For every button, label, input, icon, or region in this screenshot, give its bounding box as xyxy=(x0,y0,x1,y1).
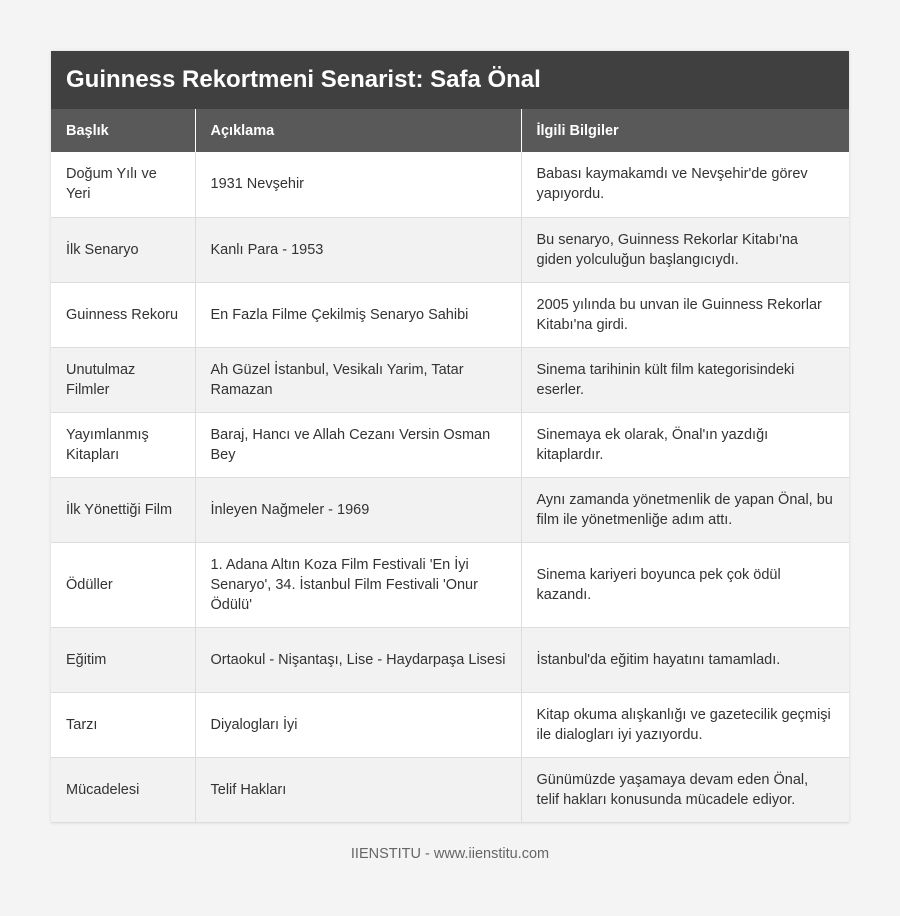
cell-ilgili-bilgiler: Günümüzde yaşamaya devam eden Önal, telif hakları konusunda mücadele ediyor. xyxy=(521,757,849,822)
table-row xyxy=(51,692,849,757)
cell-ilgili-bilgiler: Babası kaymakamdı ve Nevşehir'de görev yapıyordu. xyxy=(521,152,849,217)
cell-baslik: Unutulmaz Filmler xyxy=(51,347,195,412)
cell-baslik: İlk Senaryo xyxy=(51,217,195,282)
table-row xyxy=(51,627,849,692)
cell-baslik: Doğum Yılı ve Yeri xyxy=(51,152,195,217)
table-header-row xyxy=(51,109,849,152)
cell-ilgili-bilgiler: İstanbul'da eğitim hayatını tamamladı. xyxy=(521,627,849,692)
table-row xyxy=(51,152,849,217)
cell-ilgili-bilgiler: Kitap okuma alışkanlığı ve gazetecilik geçmişi ile dialogları iyi yazıyordu. xyxy=(521,692,849,757)
cell-ilgili-bilgiler: 2005 yılında bu unvan ile Guinness Rekorlar Kitabı'na girdi. xyxy=(521,282,849,347)
footer-credit: IIENSTITU - www.iienstitu.com xyxy=(350,846,550,862)
cell-aciklama: 1931 Nevşehir xyxy=(195,152,521,217)
cell-baslik: Ödüller xyxy=(51,542,195,627)
cell-baslik: Mücadelesi xyxy=(51,757,195,822)
cell-ilgili-bilgiler: Sinema kariyeri boyunca pek çok ödül kazandı. xyxy=(521,542,849,627)
cell-aciklama: Ortaokul - Nişantaşı, Lise - Haydarpaşa Lisesi xyxy=(195,627,521,692)
cell-baslik: Yayımlanmış Kitapları xyxy=(51,412,195,477)
table-row xyxy=(51,542,849,627)
cell-aciklama: Kanlı Para - 1953 xyxy=(195,217,521,282)
cell-aciklama: En Fazla Filme Çekilmiş Senaryo Sahibi xyxy=(195,282,521,347)
table-card xyxy=(51,51,849,823)
column-header-ilgili-bilgiler: İlgili Bilgiler xyxy=(536,122,619,139)
cell-aciklama: Telif Hakları xyxy=(195,757,521,822)
table-row xyxy=(51,282,849,347)
info-table xyxy=(51,109,849,823)
cell-aciklama: Diyalogları İyi xyxy=(195,692,521,757)
table-row xyxy=(51,412,849,477)
cell-aciklama: Ah Güzel İstanbul, Vesikalı Yarim, Tatar Ramazan xyxy=(195,347,521,412)
cell-baslik: İlk Yönettiği Film xyxy=(51,477,195,542)
table-row xyxy=(51,757,849,822)
table-row xyxy=(51,217,849,282)
cell-baslik: Eğitim xyxy=(51,627,195,692)
cell-ilgili-bilgiler: Bu senaryo, Guinness Rekorlar Kitabı'na giden yolculuğun başlangıcıydı. xyxy=(521,217,849,282)
cell-ilgili-bilgiler: Sinema tarihinin kült film kategorisindeki eserler. xyxy=(521,347,849,412)
cell-aciklama: Baraj, Hancı ve Allah Cezanı Versin Osman Bey xyxy=(195,412,521,477)
table-row xyxy=(51,477,849,542)
cell-ilgili-bilgiler: Sinemaya ek olarak, Önal'ın yazdığı kitaplardır. xyxy=(521,412,849,477)
column-header-baslik: Başlık xyxy=(51,109,195,152)
cell-baslik: Guinness Rekoru xyxy=(51,282,195,347)
column-header-aciklama: Açıklama xyxy=(195,109,521,152)
cell-aciklama: İnleyen Nağmeler - 1969 xyxy=(195,477,521,542)
cell-baslik: Tarzı xyxy=(51,692,195,757)
table-title: Guinness Rekortmeni Senarist: Safa Önal xyxy=(51,51,849,109)
cell-ilgili-bilgiler: Aynı zamanda yönetmenlik de yapan Önal, bu film ile yönetmenliğe adım attı. xyxy=(521,477,849,542)
cell-aciklama: 1. Adana Altın Koza Film Festivali 'En İyi Senaryo', 34. İstanbul Film Festivali 'Onur Ödülü' xyxy=(195,542,521,627)
table-row xyxy=(51,347,849,412)
